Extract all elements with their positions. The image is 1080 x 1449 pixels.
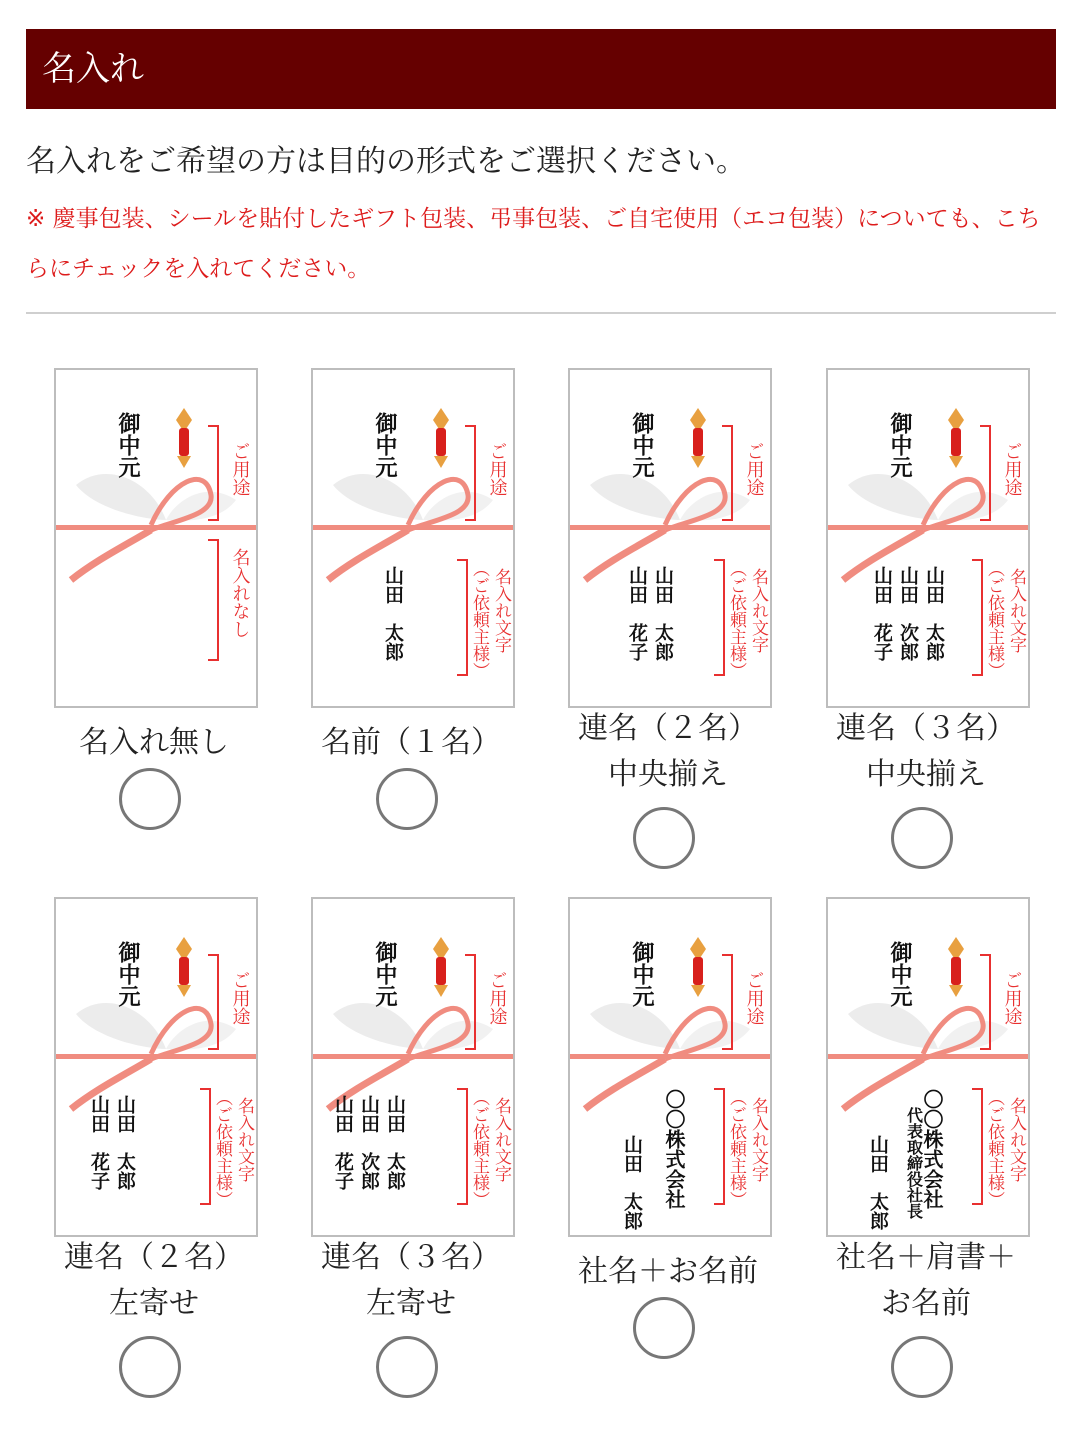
section-header <box>26 29 1056 109</box>
noshi-ornament-icon <box>690 408 706 468</box>
ribbon-shape <box>938 1021 1008 1050</box>
name-text-label: 名入れ文字 <box>234 1097 254 1182</box>
bracket <box>972 1089 982 1204</box>
client-label: （ご依頼主様） <box>984 1089 1004 1208</box>
person-name: 山田 太郎 <box>114 1095 136 1190</box>
client-label: （ご依頼主様） <box>726 560 746 679</box>
section-title: 名入れ <box>42 49 144 89</box>
option-label <box>796 1235 1056 1327</box>
noshi-card-art <box>828 370 1028 706</box>
ribbon-shape <box>680 1021 750 1050</box>
bracket <box>200 1089 210 1204</box>
option-label-line: 名入れ無し <box>79 725 229 760</box>
position-title: 代表取締役社長 <box>904 1107 924 1219</box>
bracket <box>714 1089 724 1204</box>
noshi-card-art <box>828 899 1028 1235</box>
occasion-title: 御中元 <box>887 941 913 1007</box>
person-name: 山田 花子 <box>88 1095 110 1190</box>
person-name: 山田 次郎 <box>358 1095 380 1190</box>
person-name: 山田 花子 <box>871 566 893 661</box>
noshi-ornament-icon <box>948 408 964 468</box>
cord-tail <box>71 530 151 580</box>
ribbon-shape <box>848 1003 938 1049</box>
usage-label: ご用途 <box>1001 442 1023 496</box>
ribbon-shape <box>166 1021 236 1050</box>
person-name: 山田 太郎 <box>621 1135 643 1230</box>
cord-tail <box>585 1059 665 1109</box>
ribbon-shape <box>423 1021 493 1050</box>
option-radio-button[interactable] <box>891 807 953 869</box>
occasion-title: 御中元 <box>629 412 655 478</box>
name-text-label: 名入れ文字 <box>1006 568 1026 653</box>
noshi-ornament-icon <box>433 408 449 468</box>
ribbon-shape <box>423 492 493 521</box>
occasion-title: 御中元 <box>629 941 655 1007</box>
notice-text: ※ 慶事包装、シールを貼付したギフト包装、弔事包装、ご自宅使用（エコ包装）についても、こちらにチェックを入れてください。 <box>26 206 1041 282</box>
usage-label: ご用途 <box>743 971 765 1025</box>
client-label: （ご依頼主様） <box>469 560 489 679</box>
noshi-preview-image[interactable] <box>54 368 258 708</box>
option-radio-button[interactable] <box>376 768 438 830</box>
cord-tail <box>843 1059 923 1109</box>
usage-label: ご用途 <box>1001 971 1023 1025</box>
option-label-line: 連名（３名） <box>836 711 1016 746</box>
person-name: 山田 次郎 <box>897 566 919 661</box>
usage-label: ご用途 <box>486 442 508 496</box>
noshi-ornament-icon <box>176 937 192 997</box>
ribbon-shape <box>333 1003 423 1049</box>
no-name-label: 名入れなし <box>229 548 251 638</box>
name-text-label: 名入れ文字 <box>748 568 768 653</box>
bracket <box>714 560 724 675</box>
bracket <box>457 1089 467 1204</box>
option-label <box>281 1235 541 1327</box>
noshi-preview-image[interactable] <box>311 897 515 1237</box>
name-text-label: 名入れ文字 <box>491 568 511 653</box>
noshi-preview-image[interactable] <box>54 897 258 1237</box>
option-radio-button[interactable] <box>119 1336 181 1398</box>
ribbon-shape <box>76 1003 166 1049</box>
noshi-ornament-icon <box>433 937 449 997</box>
usage-label: ご用途 <box>486 971 508 1025</box>
noshi-preview-image[interactable] <box>568 897 772 1237</box>
ribbon-shape <box>590 474 680 520</box>
person-name: 山田 太郎 <box>382 566 404 661</box>
option-label-line: 名前（１名） <box>321 725 501 760</box>
bracket <box>457 560 467 675</box>
option-label-line: 中央揃え <box>866 757 986 792</box>
option-radio-button[interactable] <box>633 807 695 869</box>
noshi-ornament-icon <box>690 937 706 997</box>
option-label-line: 連名（２名） <box>64 1240 244 1275</box>
noshi-card-art <box>56 899 256 1235</box>
occasion-title: 御中元 <box>115 412 141 478</box>
person-name: 山田 太郎 <box>923 566 945 661</box>
option-label <box>281 720 541 766</box>
usage-label: ご用途 <box>743 442 765 496</box>
person-name: 山田 花子 <box>332 1095 354 1190</box>
ribbon-shape <box>333 474 423 520</box>
bracket <box>208 540 218 660</box>
noshi-ornament-icon <box>176 408 192 468</box>
usage-label: ご用途 <box>229 442 251 496</box>
option-label-line: 中央揃え <box>608 757 728 792</box>
ribbon-shape <box>590 1003 680 1049</box>
option-label-line: お名前 <box>881 1286 971 1321</box>
option-label-line: 連名（３名） <box>321 1240 501 1275</box>
person-name: 山田 花子 <box>626 566 648 661</box>
client-label: （ご依頼主様） <box>212 1089 232 1208</box>
option-label <box>796 706 1056 798</box>
option-radio-button[interactable] <box>633 1297 695 1359</box>
option-label <box>24 1235 284 1327</box>
occasion-title: 御中元 <box>372 412 398 478</box>
option-label-line: 連名（２名） <box>578 711 758 746</box>
option-label <box>538 706 798 798</box>
noshi-card-art <box>570 370 770 706</box>
company-name: 〇〇株式会社 <box>662 1089 686 1209</box>
noshi-preview-image[interactable] <box>568 368 772 708</box>
occasion-title: 御中元 <box>372 941 398 1007</box>
usage-label: ご用途 <box>229 971 251 1025</box>
option-label <box>538 1249 798 1295</box>
option-radio-button[interactable] <box>119 768 181 830</box>
client-label: （ご依頼主様） <box>984 560 1004 679</box>
divider <box>26 312 1056 314</box>
noshi-preview-image[interactable] <box>311 368 515 708</box>
noshi-ornament-icon <box>948 937 964 997</box>
occasion-title: 御中元 <box>115 941 141 1007</box>
noshi-preview-image[interactable] <box>826 897 1030 1237</box>
noshi-preview-image[interactable] <box>826 368 1030 708</box>
noshi-card-art <box>570 899 770 1235</box>
option-label-line: 社名＋お名前 <box>578 1254 758 1289</box>
person-name: 山田 太郎 <box>652 566 674 661</box>
ribbon-shape <box>680 492 750 521</box>
option-label <box>24 720 284 766</box>
ribbon-shape <box>76 474 166 520</box>
intro-text: 名入れをご希望の方は目的の形式をご選択ください。 <box>26 144 746 179</box>
company-name: 〇〇株式会社 <box>920 1089 944 1209</box>
occasion-title: 御中元 <box>887 412 913 478</box>
person-name: 山田 太郎 <box>867 1135 889 1230</box>
noshi-card-art <box>313 370 513 706</box>
option-radio-button[interactable] <box>376 1336 438 1398</box>
name-text-label: 名入れ文字 <box>491 1097 511 1182</box>
option-label-line: 左寄せ <box>109 1286 199 1321</box>
option-label-line: 社名＋肩書＋ <box>836 1240 1016 1275</box>
ribbon-shape <box>848 474 938 520</box>
ribbon-shape <box>166 492 236 521</box>
noshi-card-art <box>56 370 256 706</box>
option-label-line: 左寄せ <box>366 1286 456 1321</box>
person-name: 山田 太郎 <box>384 1095 406 1190</box>
client-label: （ご依頼主様） <box>726 1089 746 1208</box>
noshi-card-art <box>313 899 513 1235</box>
ribbon-shape <box>938 492 1008 521</box>
bracket <box>972 560 982 675</box>
cord-tail <box>71 1059 151 1109</box>
option-radio-button[interactable] <box>891 1336 953 1398</box>
client-label: （ご依頼主様） <box>469 1089 489 1208</box>
name-text-label: 名入れ文字 <box>748 1097 768 1182</box>
name-text-label: 名入れ文字 <box>1006 1097 1026 1182</box>
